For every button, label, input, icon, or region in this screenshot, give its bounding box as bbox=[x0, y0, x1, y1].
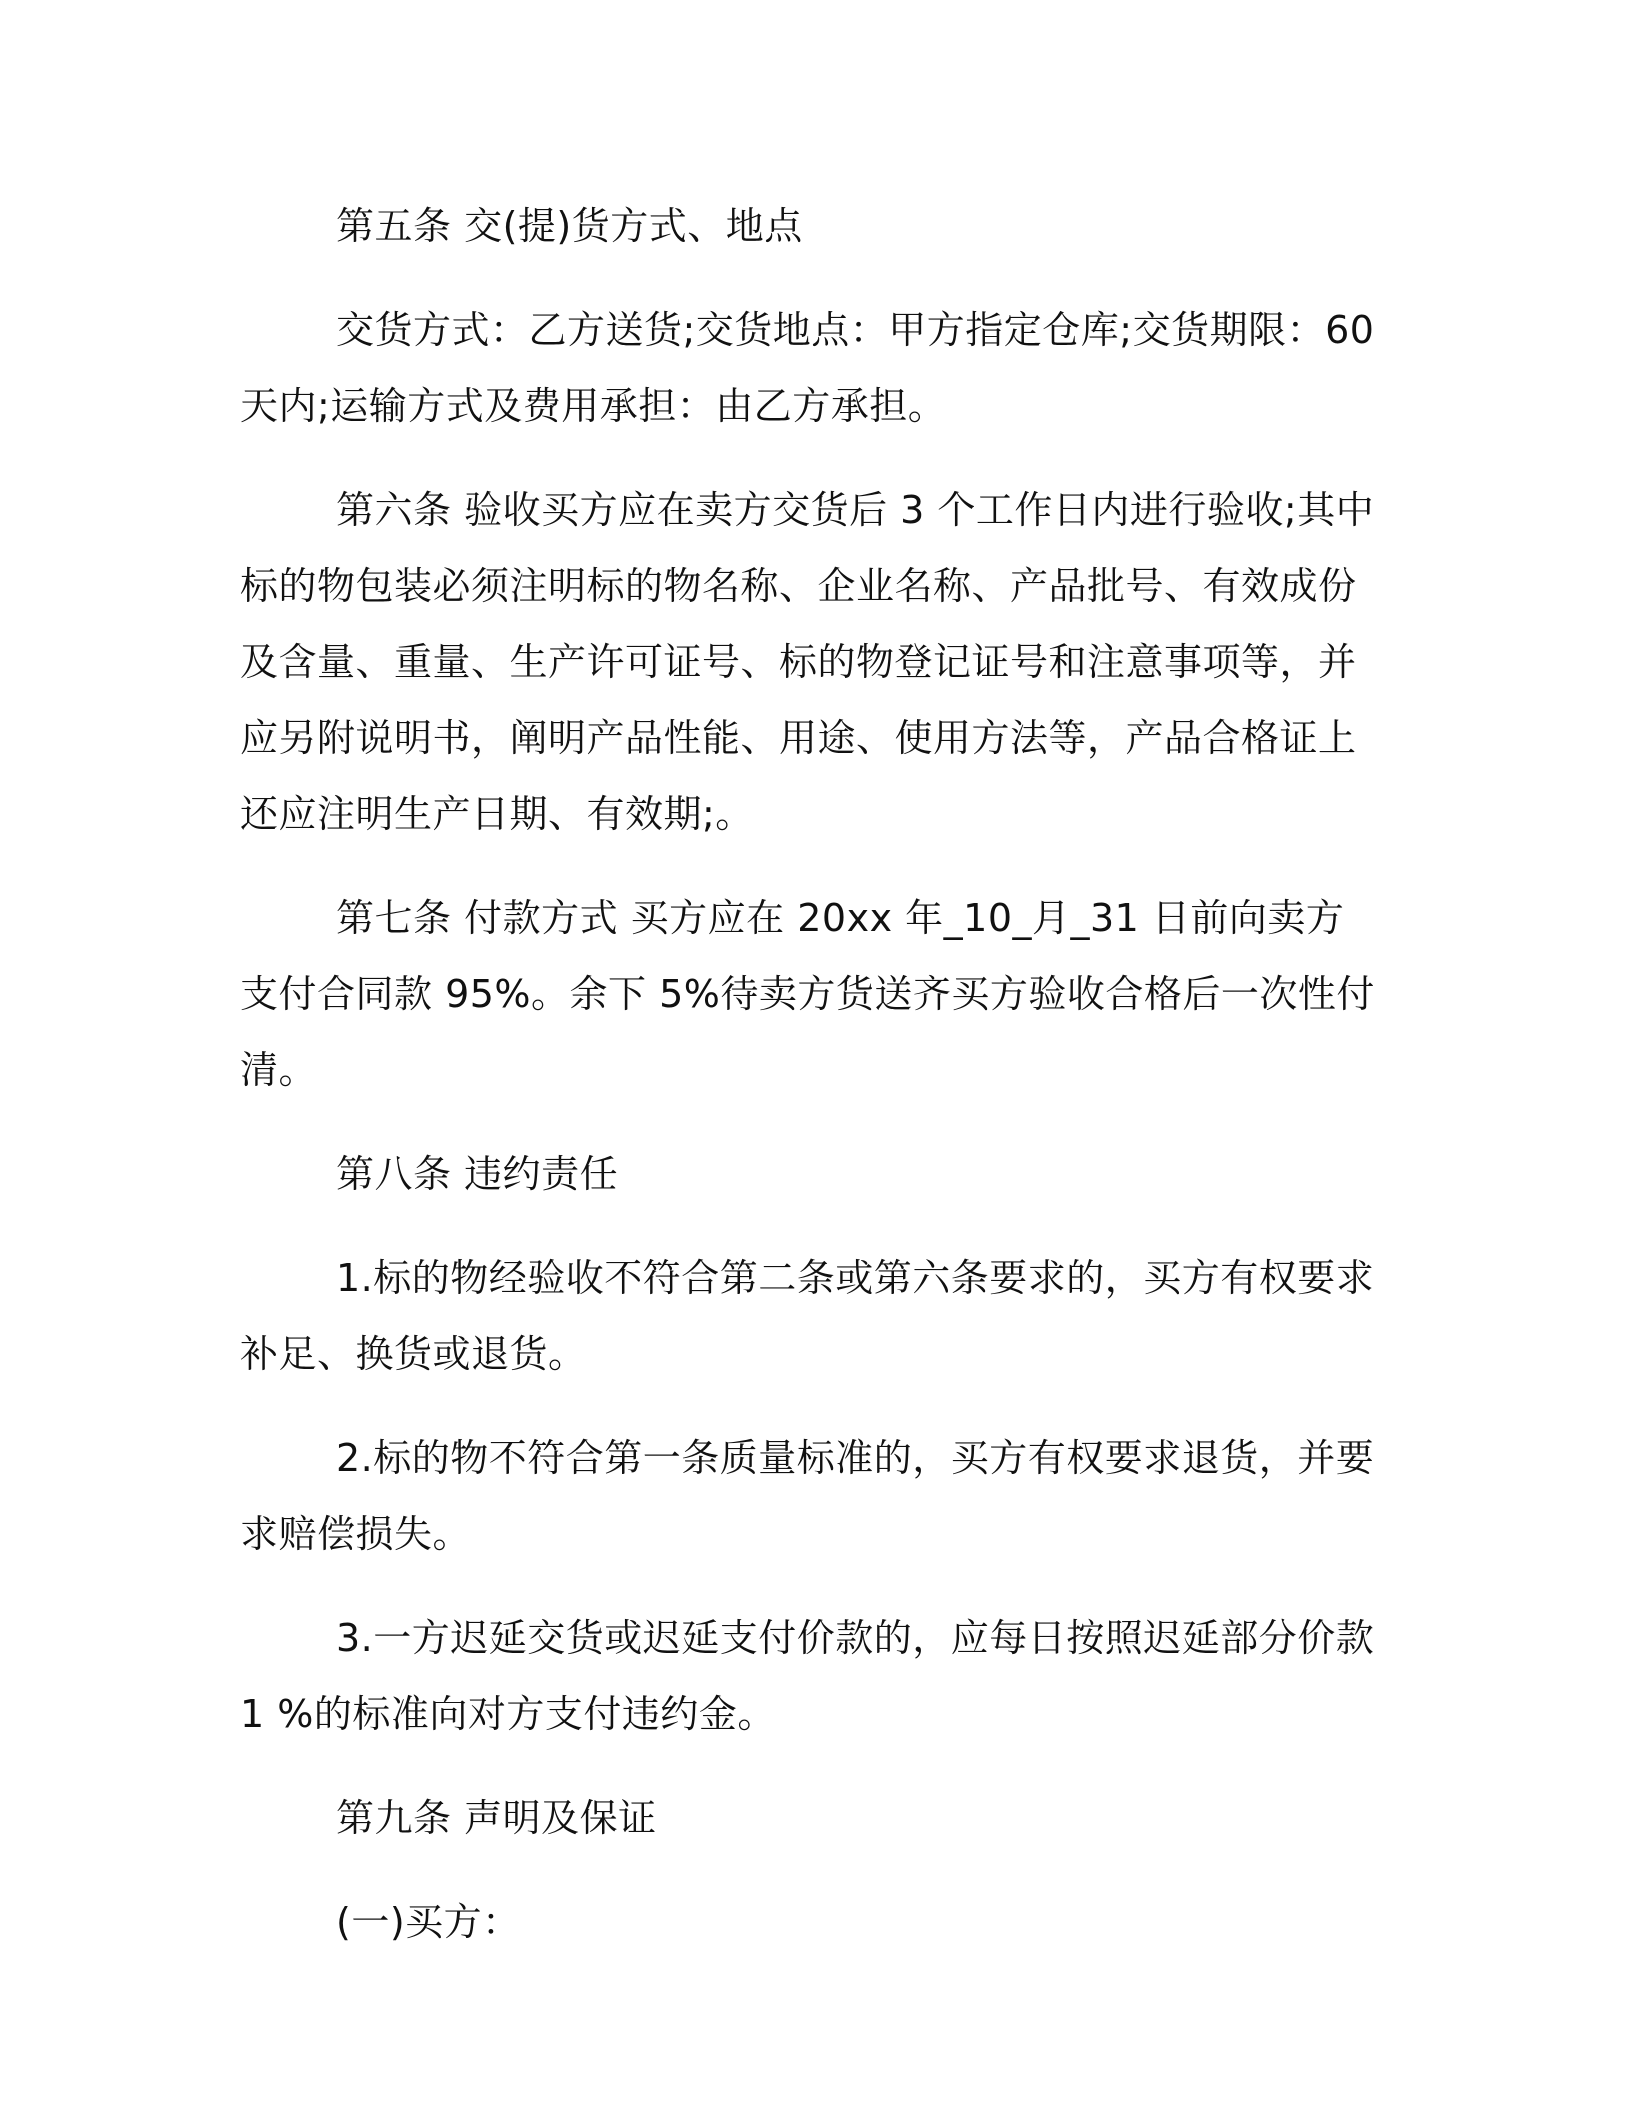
article-8-item-1: 1.标的物经验收不符合第二条或第六条要求的，买方有权要求补足、换货或退货。 bbox=[240, 1256, 1375, 1376]
article-5-body: 交货方式：乙方送货;交货地点：甲方指定仓库;交货期限：60 天内;运输方式及费用承担：由乙方承担。 bbox=[240, 308, 1375, 428]
article-9-heading: 第九条 声明及保证 bbox=[336, 1796, 657, 1840]
article-8-item-2: 2.标的物不符合第一条质量标准的，买方有权要求退货，并要求赔偿损失。 bbox=[240, 1436, 1375, 1556]
article-6: 第六条 验收买方应在卖方交货后 3 个工作日内进行验收;其中标的物包装必须注明标的物名称、企业名称、产品批号、有效成份及含量、重量、生产许可证号、标的物登记证号和注意事项等，并应另附说明书，阐明产品性能、用途、使用方法等，产品合格证上还应注明生产日期、有效期;。 bbox=[240, 488, 1375, 836]
article-7: 第七条 付款方式 买方应在 20xx 年_10_月_31 日前向卖方支付合同款 95%。余下 5%待卖方货送齐买方验收合格后一次性付清。 bbox=[240, 896, 1375, 1092]
article-8-item-3: 3.一方迟延交货或迟延支付价款的，应每日按照迟延部分价款 1 %的标准向对方支付违约金。 bbox=[240, 1616, 1375, 1736]
article-5-heading: 第五条 交(提)货方式、地点 bbox=[336, 204, 803, 248]
article-8-heading: 第八条 违约责任 bbox=[336, 1152, 619, 1196]
document-body bbox=[240, 188, 1382, 1960]
article-9-buyer: (一)买方： bbox=[336, 1900, 521, 1944]
